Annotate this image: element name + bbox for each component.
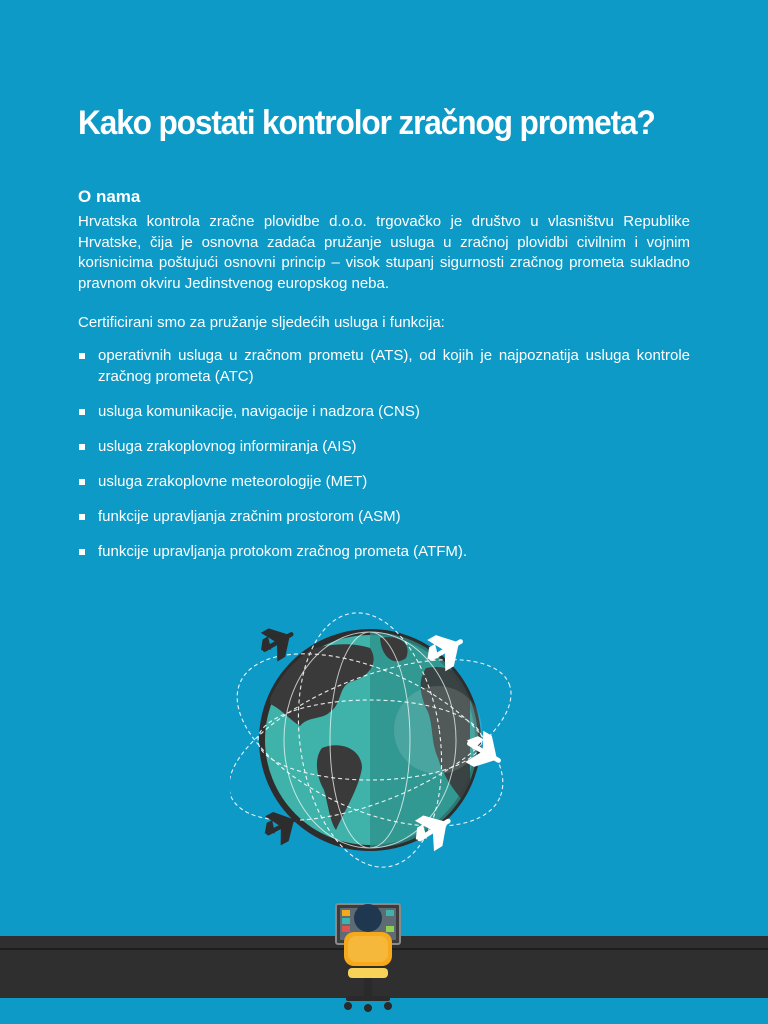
about-heading: O nama: [78, 187, 141, 206]
bullet-icon: [79, 353, 85, 359]
list-item-text: usluga zrakoplovne meteorologije (MET): [98, 472, 368, 490]
bullet-icon: [79, 479, 85, 485]
services-list: [78, 346, 690, 577]
about-paragraph: Hrvatska kontrola zračne plovidbe d.o.o. trgovačko je društvo u vlasništvu Republike Hrvatske, čija je osnovna zadaća pružanje usluga u zračnoj plovidbi civilnim i vojnim korisnicima poštujući osnovni princip – visok stupanj sigurnosti zračnog prometa sukladno pravnom okviru Jedinstvenog europskog neba.: [78, 213, 690, 292]
list-item-text: funkcije upravljanja zračnim prostorom (ASM): [98, 507, 401, 525]
chair-seat: [348, 968, 388, 978]
list-item: [78, 507, 690, 528]
list-item: [78, 542, 690, 563]
airplane-icon: [258, 622, 299, 662]
list-item-text: usluga komunikacije, navigacije i nadzora (CNS): [98, 402, 420, 420]
list-item-text: operativnih usluga u zračnom prometu (ATS), od kojih je najpoznatija usluga kontrole zračnog prometa (ATC): [98, 347, 690, 385]
list-item: [78, 472, 690, 493]
list-item-text: usluga zrakoplovnog informiranja (AIS): [98, 437, 357, 455]
list-item: [78, 346, 690, 387]
list-item: [78, 402, 690, 423]
bullet-icon: [79, 549, 85, 555]
bullet-icon: [79, 514, 85, 520]
controller-illustration: [330, 896, 406, 1016]
person-head: [354, 904, 382, 932]
list-item-text: funkcije upravljanja protokom zračnog prometa (ATFM).: [98, 542, 468, 560]
bullet-icon: [79, 409, 85, 415]
list-item: [78, 437, 690, 458]
page-title: Kako postati kontrolor zračnog prometa?: [78, 104, 655, 142]
certified-intro: Certificirani smo za pružanje sljedećih usluga i funkcija:: [78, 314, 445, 331]
bullet-icon: [79, 444, 85, 450]
globe-illustration: [230, 608, 530, 878]
